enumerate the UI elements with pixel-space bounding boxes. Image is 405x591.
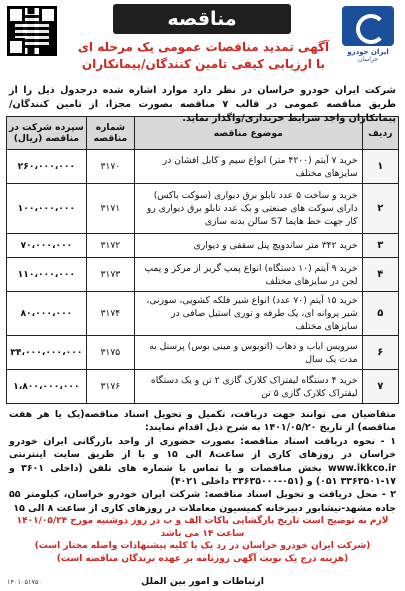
header — [3, 2, 402, 84]
row-tender-number: ۳۱۷۱ — [86, 184, 134, 234]
row-subject: خرید و ساخت ۵ عدد تابلو برق دیواری (سوکت باکس) دارای سوکت های صنعتی و یک عدد تابلو برق دیواری رو کار جهت خط هایما S7 سالن بدنه سازی — [135, 184, 363, 234]
table-row — [7, 336, 399, 370]
row-number: ۵ — [362, 292, 398, 336]
row-deposit: ۸۰،۰۰۰،۰۰۰ — [7, 292, 87, 336]
row-subject: خرید ۱۵ آیتم (۷۰ عدد) انواع شیر فلکه کشویی، سوزنی، شیر پروانه ای، یک طرفه و توری استیل صافی در سایزهای مختلف — [135, 292, 363, 336]
subtitle-2: با ارزیابی کیفی تامین کنندگان/پیمانکاران — [81, 57, 326, 71]
row-subject: خرید ۳۴۲ متر ساندویچ پنل سقفی و دیواری — [135, 234, 363, 258]
row-deposit: ۱۰۰،۰۰۰،۰۰۰ — [7, 184, 87, 234]
row-number: ۲ — [362, 184, 398, 234]
table-row — [7, 370, 399, 404]
row-subject: خرید ۹ آیتم (۱۰ دستگاه) انواع پمپ گریز از مرکز و پمپ لجن در سایزهای مختلف — [135, 258, 363, 292]
note-1: ۱ - نحوه دریافت اسناد مناقصه: بصورت حضوری از واحد بازرگانی ایران خودرو خراسان در روزهای کاری از ساعت۸ الی ۱۵ و یا از طریق سایت اینترنتی www.ikkco.ir بخش مناقصات و یا تماس با شماره های تلفن (داخلی ۳۶۰۱ و ۱۷-۳۳۶۳۵۰۱ ۰۵۱) و (۰۵۱-۳۳۶۳۵۰۰۰ داخلی ۴۰۲۱) — [9, 435, 396, 488]
table-row — [7, 258, 399, 292]
subtitle-1: آگهی تمدید مناقصات عمومی یک مرحله ای — [77, 40, 330, 54]
intro-text: شرکت ایران خودرو خراسان در نظر دارد موارد اشاره شده درجدول ذیل را از طریق مناقصه عمومی در قالب ۷ مناقصه بصورت مجزا، از تامین کنندگان/پیمانکاران واجد شرایط خریداری/واگذار نماید. — [9, 85, 397, 124]
header-tender-number: شماره مناقصه — [86, 117, 134, 150]
row-tender-number: ۳۱۷۰ — [86, 150, 134, 184]
row-tender-number: ۳۱۷۶ — [86, 370, 134, 404]
rejection-note: (شرکت ایران خودرو خراسان در رد یک یا کلیه پیشنهادات واصله مختار است) — [34, 541, 371, 552]
row-subject: خرید ۴ دستگاه لیفتراک کلارک گازی ۲ تن و یک دستگاه لیفتراک کلارک گازی ۵ تن — [135, 370, 363, 404]
ad-cost-note: (هزینه درج یک نوبت آگهی روزنامه بر عهده برندگان مناقصه است) — [56, 553, 349, 564]
row-deposit: ۱،۸۰۰،۰۰۰،۰۰۰ — [7, 370, 87, 404]
row-number: ۶ — [362, 336, 398, 370]
header-row-number: ردیف — [362, 117, 398, 150]
row-number: ۱ — [362, 150, 398, 184]
company-logo — [340, 6, 396, 68]
ad-code: ۱۴۰۱۰۵۱۷۵۰ — [7, 578, 42, 586]
row-number: ۷ — [362, 370, 398, 404]
row-tender-number: ۳۱۷۲ — [86, 234, 134, 258]
row-number: ۳ — [362, 234, 398, 258]
table-row — [7, 292, 399, 336]
logo-text-2: خراسان — [358, 56, 378, 63]
row-deposit: ۱۱۰،۰۰۰،۰۰۰ — [7, 258, 87, 292]
qr-code-icon — [7, 6, 57, 56]
row-tender-number: ۳۱۷۳ — [86, 258, 134, 292]
footer-department: ارتباطات و امور بین الملل — [140, 576, 265, 587]
opening-date-note: لازم به توضیح است تاریخ بازگشایی پاکات الف و ب در روز دوشنبه مورخ ۱۴۰۱/۰۵/۲۴ ساعت ۱۴ می باشد — [16, 516, 389, 539]
header-subject: موضوع مناقصه — [135, 117, 363, 150]
row-tender-number: ۳۱۷۵ — [86, 336, 134, 370]
logo-text-1: ایران خودرو — [347, 48, 389, 56]
row-number: ۴ — [362, 258, 398, 292]
tender-table — [6, 116, 399, 404]
table-row — [7, 150, 399, 184]
table-row — [7, 184, 399, 234]
row-tender-number: ۳۱۷۴ — [86, 292, 134, 336]
page-title: مناقصه — [113, 4, 291, 34]
row-deposit: ۷۰،۰۰۰،۰۰۰ — [7, 234, 87, 258]
note-intro: متقاضیان می توانند جهت دریافت، تکمیل و تحویل اسناد مناقصه(یک یا هر هفت مناقصه) از تاریخ ۱۴۰۱/۰۵/۲۰ به شرح ذیل اقدام نمایند: — [9, 409, 396, 434]
row-subject: سرویس ایاب و ذهاب (اتوبوس و مینی بوس) پرسنل به مدت یک سال — [135, 336, 363, 370]
note-2: ۲ - محل دریافت و تحویل اسناد مناقصه: شرکت ایران خودرو خراسان، کیلومتر ۵۵ جاده مشهد-نیشابور دبیرخانه کمیسیون معاملات در روزهای کاری از ساعت ۸ الی ۱۵ — [9, 489, 396, 514]
table-row — [7, 234, 399, 258]
notes — [3, 404, 402, 515]
row-deposit: ۲۶۰،۰۰۰،۰۰۰ — [7, 150, 87, 184]
row-subject: خرید ۷ آیتم (۴۲۰۰ متر) انواع سیم و کابل افشان در سایزهای مختلف — [135, 150, 363, 184]
ikco-logo-icon — [342, 6, 394, 46]
header-deposit: سپرده شرکت در مناقصه (ریال) — [7, 117, 87, 150]
important-notes — [3, 515, 402, 565]
row-deposit: ۳۴،۰۰۰،۰۰۰،۰۰۰ — [7, 336, 87, 370]
tender-notice — [3, 2, 402, 589]
